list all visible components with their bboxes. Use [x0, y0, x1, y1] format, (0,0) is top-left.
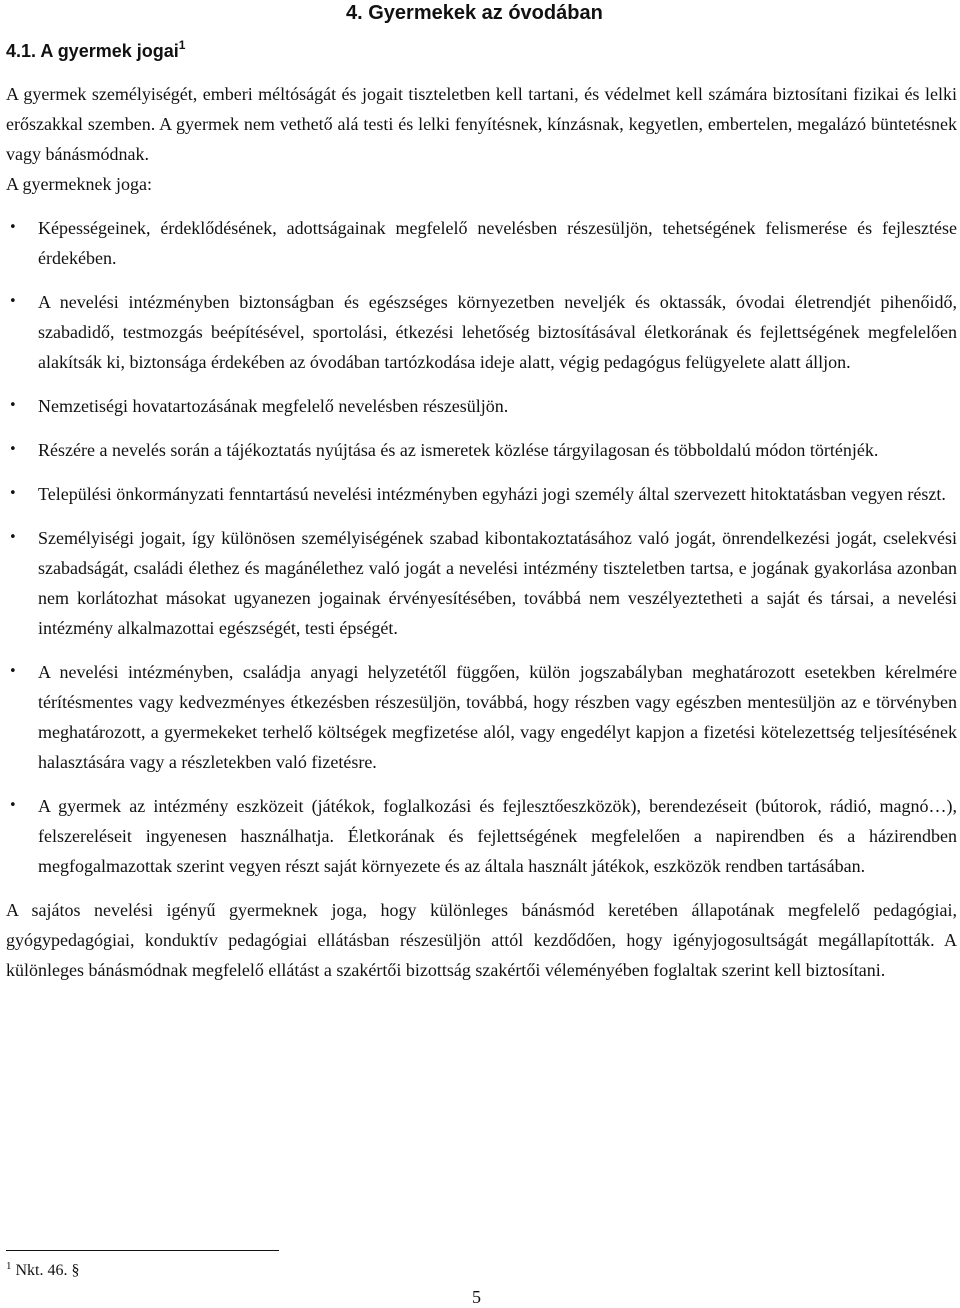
bullet-icon: •	[9, 220, 17, 235]
bullet-icon: •	[9, 294, 17, 309]
list-item-text: Személyiségi jogait, így különösen személyiségének szabad kibontakoztatásához való jogát, önrendelkezési jogát, cselekvési szabadságát, családi élethez és magánélethez való jogát a nevelési intézmény tiszteletben tartsa, e jogának gyakorlása azonban nem korlátozhat másokat ugyanezen jogainak érvényesítésében, továbbá nem veszélyeztetheti a saját és társai, a nevelési intézmény alkalmazottai egészségét, testi épségét.	[38, 528, 957, 638]
list-item	[6, 213, 957, 273]
list-item	[6, 791, 957, 881]
list-item-text: Képességeinek, érdeklődésének, adottságainak megfelelő nevelésben részesüljön, tehetségének felismerése és fejlesztése érdekében.	[38, 218, 957, 268]
chapter-title: 4. Gyermekek az óvodában	[346, 2, 603, 24]
footnote	[6, 1260, 80, 1282]
intro-paragraph: A gyermek személyiségét, emberi méltóságát és jogait tiszteletben kell tartani, és védelmet kell számára biztosítani fizikai és lelki erőszakkal szemben. A gyermek nem vethető alá testi és lelki fenyítésnek, kínzásnak, kegyetlen, embertelen, megalázó büntetésnek vagy bánásmódnak.	[6, 84, 957, 164]
bullet-icon: •	[9, 664, 17, 679]
list-item	[6, 479, 957, 509]
footnote-text: Nkt. 46. §	[15, 1262, 80, 1279]
list-item-text: Települési önkormányzati fenntartású nevelési intézményben egyházi jogi személy által szervezett hitoktatásban vegyen részt.	[38, 484, 946, 504]
list-item-text: Részére a nevelés során a tájékoztatás nyújtása és az ismeretek közlése tárgyilagosan és többoldalú módon történjék.	[38, 440, 879, 460]
list-item-text: A nevelési intézményben, családja anyagi helyzetétől függően, külön jogszabályban meghatározott esetekben kérelmére térítésmentes vagy kedvezményes étkezésben részesüljön, továbbá, hogy részben vagy egészben mentesüljön az e törvényben meghatározott, a gyermekeket terhelő költségek megfizetése alól, vagy engedélyt kapjon a fizetési kötelezettség teljesítésének halasztására vagy a részletekben való fizetésre.	[38, 662, 957, 772]
list-item-text: Nemzetiségi hovatartozásának megfelelő nevelésben részesüljön.	[38, 396, 509, 416]
closing-paragraph: A sajátos nevelési igényű gyermeknek joga, hogy különleges bánásmód keretében állapotának megfelelő pedagógiai, gyógypedagógiai, konduktív pedagógiai ellátásban részesüljön attól kezdődően, hogy igényjogosultságát megállapították. A különleges bánásmódnak megfelelő ellátást a szakértői bizottság szakértői véleményében foglaltak szerint kell biztosítani.	[6, 900, 957, 980]
list-item-text: A gyermek az intézmény eszközeit (játékok, foglalkozási és fejlesztőeszközök), berendezéseit (bútorok, rádió, magnó…), felszereléseit ingyenesen használhatja. Életkorának és fejlettségének megfelelően a napirendben és a házirendben megfogalmazottak szerint vegyen részt saját környezete és az általa használt játékok, eszközök rendben tartásában.	[38, 796, 957, 876]
bullet-icon: •	[9, 798, 17, 813]
body-content	[6, 79, 957, 985]
footnote-divider	[6, 1250, 279, 1251]
rights-label: A gyermeknek joga:	[6, 174, 152, 194]
page-number: 5	[472, 1287, 481, 1307]
section-title-text: 4.1. A gyermek jogai	[6, 41, 179, 61]
section-title	[6, 38, 185, 64]
footnote-reference[interactable]: 1	[178, 38, 186, 52]
list-item	[6, 287, 957, 377]
list-item-text: A nevelési intézményben biztonságban és egészséges környezetben neveljék és oktassák, óvodai életrendjét pihenőidő, szabadidő, testmozgás beépítésével, sportolási, étkezési lehetőség biztosításával életkorának és fejlettségének megfelelően alakítsák ki, biztonsága érdekében az óvodában tartózkodása ideje alatt, végig pedagógus felügyelete alatt álljon.	[38, 292, 957, 372]
list-item	[6, 435, 957, 465]
footnote-number: 1	[6, 1260, 12, 1272]
list-item	[6, 657, 957, 777]
rights-list	[6, 213, 957, 881]
bullet-icon: •	[9, 486, 17, 501]
bullet-icon: •	[9, 398, 17, 413]
list-item	[6, 523, 957, 643]
list-item	[6, 391, 957, 421]
bullet-icon: •	[9, 442, 17, 457]
bullet-icon: •	[9, 530, 17, 545]
